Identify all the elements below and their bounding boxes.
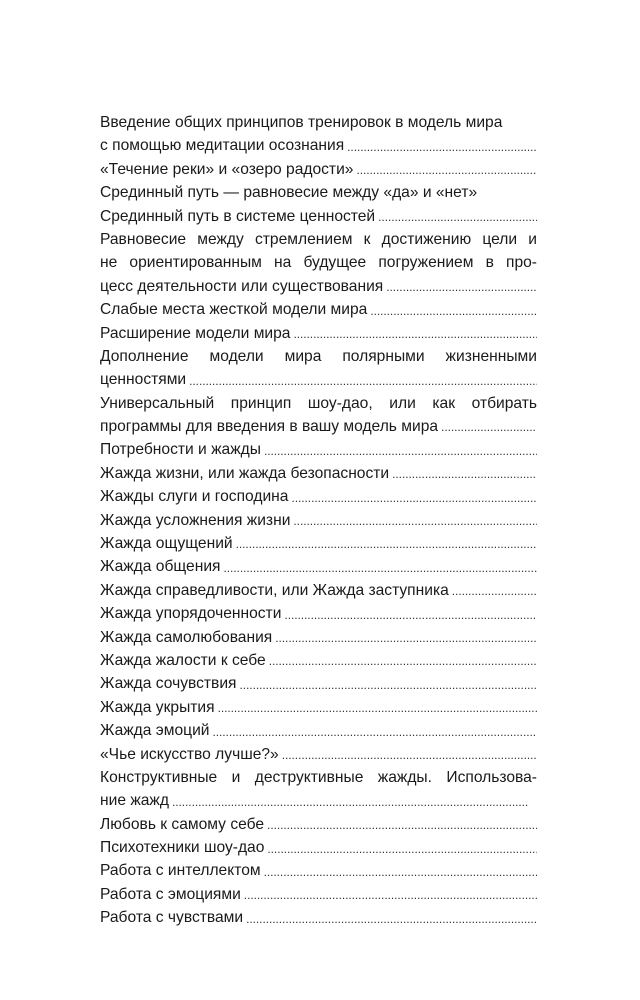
- toc-entry: [100, 696, 537, 719]
- toc-entry: [100, 485, 537, 508]
- toc-entry: [100, 392, 537, 415]
- toc-entry-text: Работа с эмоциями: [100, 885, 241, 903]
- toc-entry: [100, 532, 537, 555]
- dot-leader: [261, 441, 537, 462]
- dot-leader: [241, 885, 537, 906]
- toc-entry-text: «Чье искусство лучше?»: [100, 745, 279, 763]
- toc-entry: [100, 322, 537, 345]
- dot-leader: [220, 558, 537, 579]
- dot-leader: [353, 160, 537, 181]
- toc-entry: [100, 789, 537, 812]
- toc-entry-text: Универсальный принцип шоу-дао, или как отбирать: [100, 394, 537, 412]
- dot-leader: [375, 207, 537, 228]
- toc-entry-text: Жажды слуги и господина: [100, 488, 289, 506]
- dot-leader: [237, 675, 538, 696]
- dot-leader: [272, 628, 537, 649]
- toc-entry-text: Работа с интеллектом: [100, 862, 261, 880]
- toc-entry-text: Жажда общения: [100, 558, 221, 576]
- toc-entry-text: Конструктивные и деструктивные жажды. Использова-: [100, 768, 537, 786]
- dot-leader: [215, 698, 537, 719]
- toc-entry-text: Жажда укрытия: [100, 698, 215, 716]
- toc-entry-text: Введение общих принципов тренировок в модель мира: [100, 113, 503, 131]
- toc-entry-text: Жажда жалости к себе: [100, 651, 266, 669]
- dot-leader: [389, 464, 537, 485]
- dot-leader: [344, 137, 537, 158]
- toc-entry: [100, 345, 537, 368]
- dot-leader: [438, 417, 537, 438]
- toc-entry: [100, 743, 537, 766]
- toc-entry-text: Жажда справедливости, или Жажда заступника: [100, 581, 449, 599]
- toc-entry-text: Любовь к самому себе: [100, 815, 265, 833]
- toc-entry-text: ценностями: [100, 371, 187, 389]
- toc-entry-text: Срединный путь в системе ценностей: [100, 207, 376, 225]
- toc-entry-text: Дополнение модели мира полярными жизненными: [100, 347, 537, 365]
- toc-entry: [100, 579, 537, 602]
- toc-entry-text: Жажда усложнения жизни: [100, 511, 291, 529]
- dot-leader: [449, 581, 537, 602]
- toc-entry: [100, 111, 537, 134]
- toc-entry: [100, 672, 537, 695]
- dot-leader: [264, 839, 537, 860]
- dot-leader: [261, 862, 537, 883]
- dot-leader: [186, 371, 537, 392]
- toc-entry: [100, 602, 537, 625]
- toc-entry-text: Жажда ощущений: [100, 535, 233, 553]
- toc-entry-text: Жажда самолюбования: [100, 628, 273, 646]
- toc-entry-text: Работа с чувствами: [100, 909, 244, 927]
- toc-entry: [100, 836, 537, 859]
- toc-entry-text: Психотехники шоу-дао: [100, 839, 265, 857]
- dot-leader: [290, 511, 537, 532]
- toc-entry: [100, 134, 537, 157]
- toc-entry-text: Жажда эмоций: [100, 722, 210, 740]
- toc-entry-text: Потребности и жажды: [100, 441, 261, 459]
- toc-entry: [100, 883, 537, 906]
- toc-entry-text: Жажда сочувствия: [100, 675, 237, 693]
- toc-entry: [100, 719, 537, 742]
- toc-entry: [100, 368, 537, 391]
- toc-entry: [100, 438, 537, 461]
- toc-entry: [100, 555, 537, 578]
- toc-entry-text: Срединный путь — равновесие между «да» и «нет»: [100, 184, 478, 202]
- dot-leader: [367, 301, 537, 322]
- toc-entry: [100, 813, 537, 836]
- dot-leader: [288, 488, 537, 509]
- toc-entry: [100, 906, 537, 929]
- toc-entry: [100, 181, 537, 204]
- dot-leader: [281, 605, 537, 626]
- toc-entry-text: с помощью медитации осознания: [100, 137, 345, 155]
- toc-entry: [100, 275, 537, 298]
- dot-leader: [290, 324, 537, 345]
- toc-entry-text: ние жажд: [100, 792, 169, 810]
- toc-entry-text: программы для введения в вашу модель мира: [100, 418, 439, 436]
- table-of-contents: [100, 111, 537, 930]
- toc-entry-text: «Течение реки» и «озеро радости»: [100, 160, 354, 178]
- dot-leader: [209, 722, 537, 743]
- toc-entry: [100, 649, 537, 672]
- toc-entry-text: цесс деятельности или существования: [100, 277, 384, 295]
- dot-leader: [233, 534, 537, 555]
- toc-entry: [100, 158, 537, 181]
- toc-entry: [100, 626, 537, 649]
- toc-entry-text: Жажда жизни, или жажда безопасности: [100, 464, 390, 482]
- dot-leader: [264, 815, 537, 836]
- toc-entry-text: Слабые места жесткой модели мира: [100, 301, 368, 319]
- dot-leader: [169, 792, 537, 813]
- toc-entry-text: не ориентированным на будущее погружением в про-: [100, 254, 537, 272]
- toc-entry-text: Расширение модели мира: [100, 324, 291, 342]
- dot-leader: [243, 909, 537, 930]
- toc-entry-text: Жажда упорядоченности: [100, 605, 282, 623]
- dot-leader: [383, 277, 537, 298]
- toc-entry: [100, 509, 537, 532]
- dot-leader: [279, 745, 537, 766]
- toc-entry: [100, 205, 537, 228]
- toc-entry: [100, 462, 537, 485]
- toc-entry: [100, 860, 537, 883]
- toc-entry: [100, 251, 537, 274]
- toc-entry: [100, 766, 537, 789]
- toc-entry: [100, 298, 537, 321]
- toc-entry: [100, 415, 537, 438]
- toc-entry-text: Равновесие между стремлением к достижению цели и: [100, 230, 537, 248]
- dot-leader: [266, 651, 537, 672]
- toc-entry: [100, 228, 537, 251]
